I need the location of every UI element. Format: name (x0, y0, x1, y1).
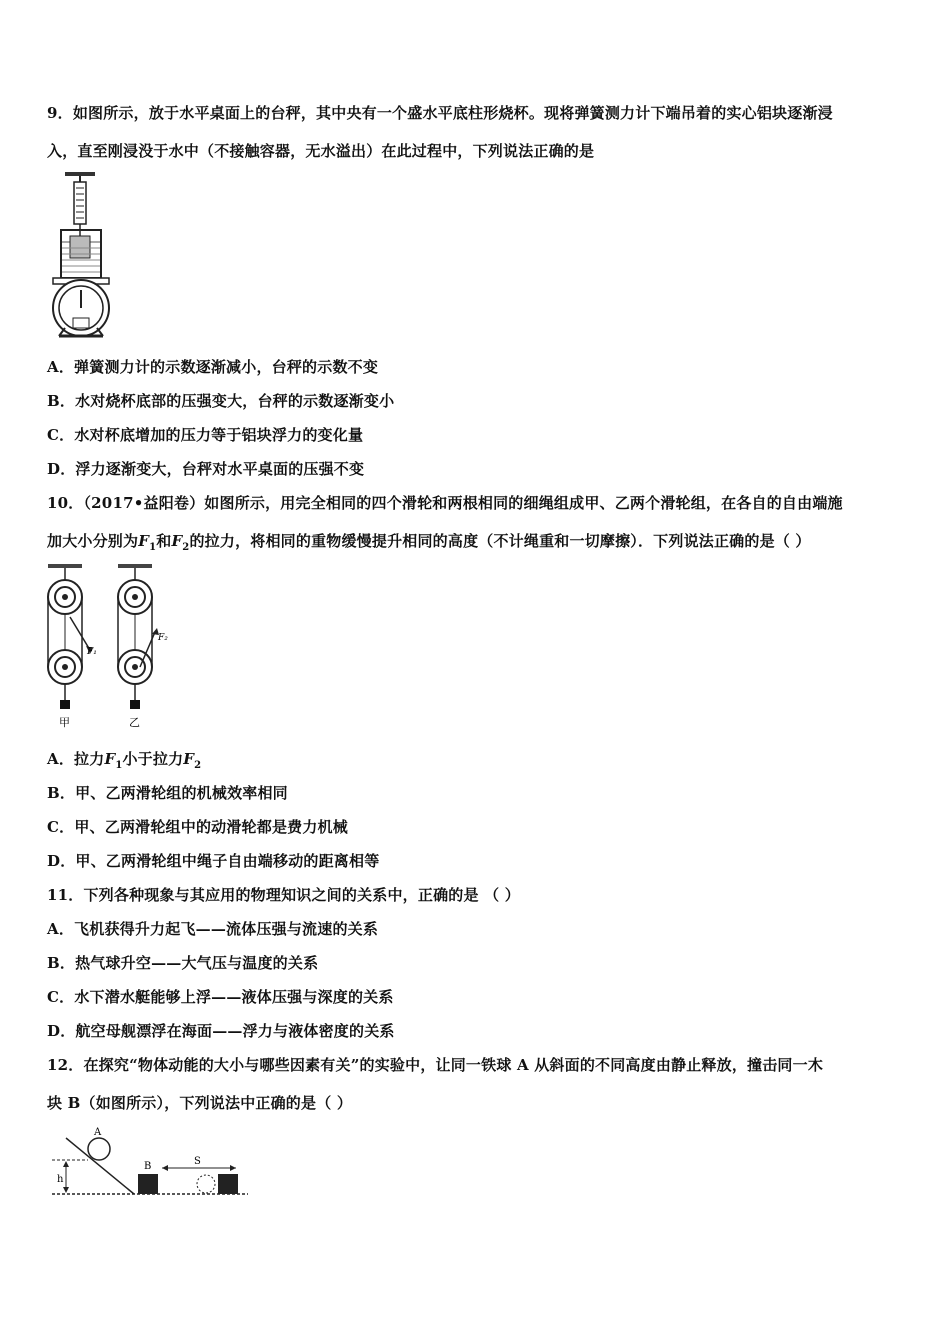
q9-option-d[interactable]: D．浮力逐渐变大，台秤对水平桌面的压强不变 (47, 460, 365, 478)
incline-figure (52, 1124, 252, 1200)
f2-subscript: 2 (182, 542, 190, 553)
opt-a-f1: F (104, 750, 116, 768)
spring-scale-figure (45, 170, 125, 340)
f2-label: F₂ (158, 633, 168, 643)
pulley-figure (40, 562, 180, 732)
q9-option-b[interactable]: B．水对烧杯底部的压强变大，台秤的示数逐渐变小 (47, 392, 395, 410)
q9-stem-line1: 9．如图所示，放于水平桌面上的台秤，其中央有一个盛水平底柱形烧杯。现将弹簧测力计下端吊着的实心铝块逐渐浸 (47, 104, 833, 122)
q12-stem-line1: 12．在探究“物体动能的大小与哪些因素有关”的实验中，让同一铁球 A 从斜面的不同高度由静止释放，撞击同一木 (47, 1056, 824, 1074)
f1-symbol: F (138, 532, 150, 550)
q9-stem-line2: 入，直至刚浸没于水中（不接触容器，无水溢出）在此过程中，下列说法正确的是 (47, 142, 595, 160)
q10-opt-a-mid: 小于拉力 (122, 750, 184, 768)
q10-stem-line2 (47, 530, 811, 553)
label-s: S (194, 1156, 201, 1167)
q10-and: 和 (156, 532, 172, 550)
opt-a-f2: F (183, 750, 195, 768)
q10-stem-text-a: 加大小分别为 (47, 532, 139, 550)
q10-opt-a-prefix: A．拉力 (47, 750, 105, 768)
q11-option-b[interactable]: B．热气球升空——大气压与温度的关系 (47, 954, 319, 972)
label-a: A (94, 1127, 102, 1138)
f1-subscript: 1 (149, 542, 157, 553)
q9-option-a[interactable]: A．弹簧测力计的示数逐渐减小，台秤的示数不变 (47, 358, 379, 376)
q9-option-c[interactable]: C．水对杯底增加的压力等于铝块浮力的变化量 (47, 426, 364, 444)
label-yi: 乙 (129, 716, 140, 729)
q10-option-a[interactable] (47, 748, 201, 771)
label-b: B (144, 1161, 152, 1172)
q11-stem: 11．下列各种现象与其应用的物理知识之间的关系中，正确的是 （ ） (47, 886, 520, 904)
q11-option-a[interactable]: A．飞机获得升力起飞——流体压强与流速的关系 (47, 920, 379, 938)
f2-symbol: F (171, 532, 183, 550)
q12-stem-line2: 块 B（如图所示），下列说法中正确的是（ ） (47, 1094, 353, 1112)
f1-label: F₁ (87, 647, 97, 657)
q10-stem-text-b: 的拉力，将相同的重物缓慢提升相同的高度（不计绳重和一切摩擦）．下列说法正确的是（ ） (189, 532, 811, 550)
opt-a-f2-sub: 2 (194, 760, 202, 771)
q11-option-d[interactable]: D．航空母舰漂浮在海面——浮力与液体密度的关系 (47, 1022, 395, 1040)
label-jia: 甲 (59, 716, 70, 729)
q10-option-c[interactable]: C．甲、乙两滑轮组中的动滑轮都是费力机械 (47, 818, 348, 836)
q11-option-c[interactable]: C．水下潜水艇能够上浮——液体压强与深度的关系 (47, 988, 394, 1006)
opt-a-f1-sub: 1 (115, 760, 123, 771)
q10-option-d[interactable]: D．甲、乙两滑轮组中绳子自由端移动的距离相等 (47, 852, 380, 870)
q10-option-b[interactable]: B．甲、乙两滑轮组的机械效率相同 (47, 784, 288, 802)
label-h: h (57, 1174, 64, 1185)
q10-stem-line1: 10．（2017•益阳卷）如图所示，用完全相同的四个滑轮和两根相同的细绳组成甲、乙两个滑轮组，在各自的自由端施 (47, 494, 843, 512)
